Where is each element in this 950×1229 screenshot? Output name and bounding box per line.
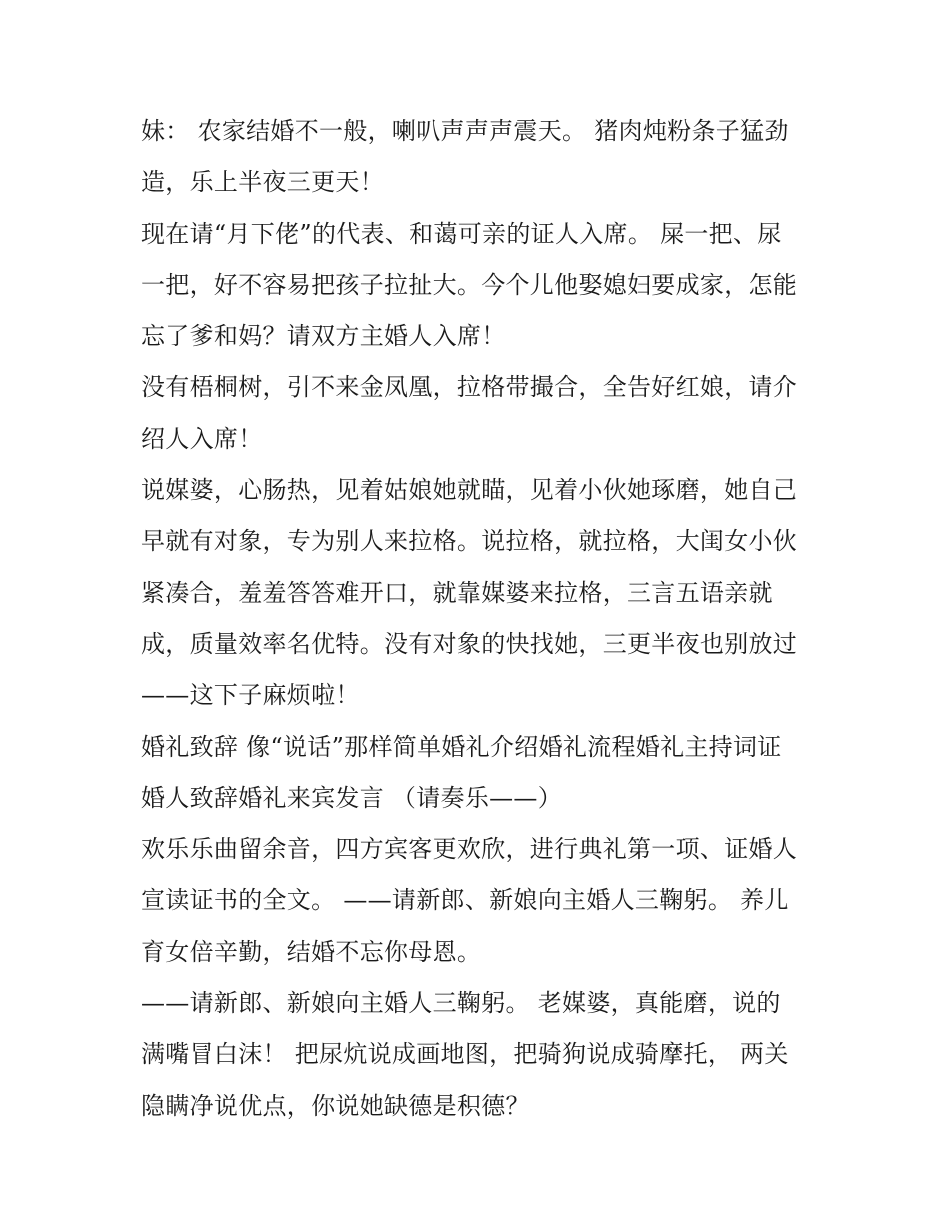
text-line: 现在请“月下佬”的代表、和蔼可亲的证人入席。 屎一把、尿	[141, 219, 782, 248]
text-line: 造，乐上半夜三更天！	[141, 168, 384, 197]
text-line: 绍人入席！	[141, 424, 263, 453]
text-line: 一把，好不容易把孩子拉扯大。今个儿他娶媳妇要成家，怎能	[141, 270, 798, 299]
text-line: 成，质量效率名优特。没有对象的快找她，三更半夜也别放过	[141, 629, 798, 658]
text-line: 婚礼致辞 像“说话”那样简单婚礼介绍婚礼流程婚礼主持词证	[141, 732, 782, 761]
text-line: 忘了爹和妈？请双方主婚人入席！	[141, 322, 506, 351]
text-line: 妹： 农家结婚不一般，喇叭声声声震天。 猪肉炖粉条子猛劲	[141, 117, 789, 145]
text-line: 隐瞒净说优点，你说她缺德是积德？	[141, 1091, 530, 1120]
text-line: ——请新郎、新娘向主婚人三鞠躬。 老媒婆，真能磨，说的	[141, 989, 781, 1018]
text-line: 早就有对象，专为别人来拉格。说拉格，就拉格，大闺女小伙	[141, 527, 798, 556]
text-line: 满嘴冒白沫！ 把尿炕说成画地图，把骑狗说成骑摩托， 两关	[141, 1040, 789, 1069]
text-line: 宣读证书的全文。 ——请新郎、新娘向主婚人三鞠躬。 养儿	[141, 886, 789, 915]
text-line: 没有梧桐树，引不来金凤凰，拉格带撮合，全告好红娘，请介	[141, 373, 798, 402]
document-body	[141, 106, 831, 1132]
text-line: 说媒婆，心肠热，见着姑娘她就瞄，见着小伙她琢磨，她自己	[141, 476, 798, 505]
text-line: 婚人致辞婚礼来宾发言 （请奏乐——）	[141, 783, 563, 812]
text-line: 育女倍辛勤，结婚不忘你母恩。	[141, 937, 482, 966]
text-line: 欢乐乐曲留余音，四方宾客更欢欣，进行典礼第一项、证婚人	[141, 835, 798, 864]
text-line: ——这下子麻烦啦！	[141, 681, 360, 710]
text-line: 紧凑合，羞羞答答难开口，就靠媒婆来拉格，三言五语亲就	[141, 578, 773, 607]
